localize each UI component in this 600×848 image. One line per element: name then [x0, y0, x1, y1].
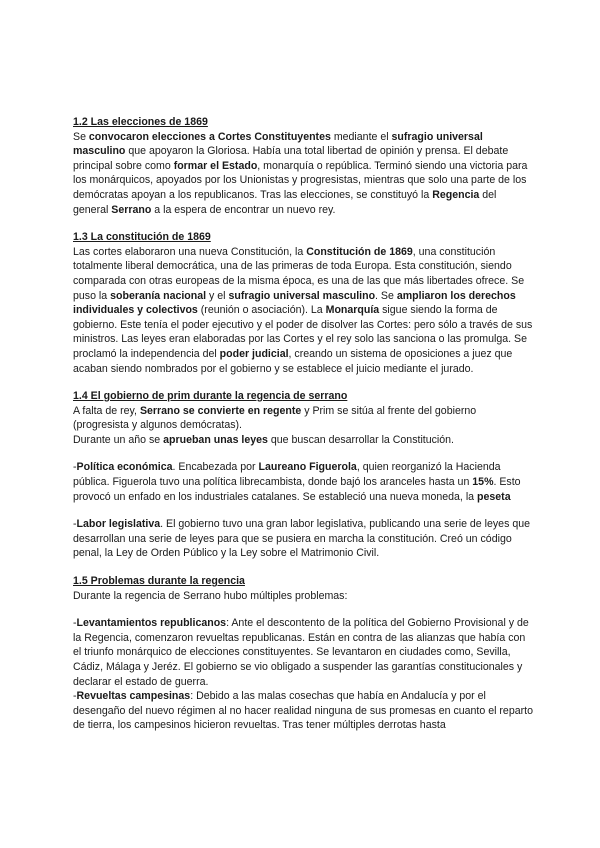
- section-heading: 1.4 El gobierno de prim durante la regencia de serrano: [73, 390, 348, 403]
- paragraph: A falta de rey, Serrano se convierte en regente y Prim se sitúa al frente del gobierno (progresista y algunos demócratas).: [73, 404, 477, 432]
- bold-text: poder judicial: [219, 347, 289, 360]
- section-heading: 1.5 Problemas durante la regencia: [73, 575, 245, 588]
- section-heading: 1.3 La constitución de 1869: [73, 231, 211, 244]
- bold-text: sufragio universal masculino: [228, 289, 376, 302]
- paragraph: Las cortes elaboraron una nueva Constitución, la Constitución de 1869, una constitución totalmente liberal democrática, una de las primeras de toda Europa. Esta constitución, siendo comparada con otras europeas de la misma época, es una de las que más libertades ofrece. Se puso la soberanía nacional y el sufragio universal masculino. Se ampliaron los derechos individuales y colectivos (reunión o asociación). La Monarquía sigue siendo la forma de gobierno. Este tenía el poder ejecutivo y el poder de disolver las Cortes: pero sólo a través de sus ministros. Las leyes eran elaboradas por las Cortes y el rey solo las sanciona o las promulga. Se proclamó la independencia del poder judicial, creando un sistema de oposiciones a juez que acaban siendo nombrados por el gobierno y se establece el juicio mediante el jurado.: [73, 245, 533, 375]
- bold-text: Política económica: [76, 461, 173, 474]
- bold-text: ampliaron los derechos individuales y colectivos: [73, 289, 516, 317]
- bold-text: Serrano se convierte en regente: [139, 404, 302, 417]
- paragraph-politica-economica: -Política económica. Encabezada por Laureano Figuerola, quien reorganizó la Hacienda pública. Figuerola tuvo una política librecambista, donde bajó los aranceles hasta un 15%. Esto provocó un enfado en los industriales catalanes. Se estableció una nueva moneda, la peseta: [73, 461, 521, 503]
- paragraph: Durante un año se aprueban unas leyes que buscan desarrollar la Constitución.: [73, 433, 455, 446]
- paragraph-labor-legislativa: -Labor legislativa. El gobierno tuvo una gran labor legislativa, publicando una serie de leyes que desarrollan una serie de leyes para que se pusiera en marcha la constitución. Creó un código penal, la Ley de Orden Público y la Ley sobre el Matrimonio Civil.: [73, 518, 530, 560]
- bold-text: Constitución de 1869: [306, 245, 413, 258]
- bold-text: Serrano: [111, 203, 152, 216]
- section-heading: 1.2 Las elecciones de 1869: [73, 116, 208, 128]
- bold-text: aprueban unas leyes: [163, 433, 268, 446]
- bold-text: peseta: [477, 490, 511, 503]
- bold-text: 15%: [472, 476, 494, 489]
- bold-text: formar el Estado: [173, 159, 258, 172]
- paragraph: Se convocaron elecciones a Cortes Constituyentes mediante el sufragio universal masculino que apoyaron la Gloriosa. Había una total libertad de opinión y prensa. El debate principal sobre como formar el Estado, monarquía o república. Terminó siendo una victoria para los monárquicos, apoyados por los Unionistas y progresistas, mientras que solo una parte de los demócratas apoyan a los republicanos. Tras las elecciones, se constituyó la Regencia del general Serrano a la espera de encontrar un nuevo rey.: [73, 130, 528, 216]
- bold-text: Monarquía: [325, 304, 380, 317]
- paragraph: Durante la regencia de Serrano hubo múltiples problemas:: [73, 589, 348, 602]
- bold-text: Labor legislativa: [76, 518, 161, 531]
- bold-text: soberanía nacional: [110, 289, 207, 302]
- bold-text: Levantamientos republicanos: [76, 617, 227, 630]
- bold-text: sufragio universal masculino: [73, 130, 483, 158]
- section-elecciones-1869: [73, 115, 533, 217]
- section-problemas-regencia: [73, 574, 533, 733]
- bold-text: Regencia: [432, 188, 480, 201]
- bold-text: Laureano Figuerola: [258, 461, 357, 474]
- section-gobierno-prim: [73, 389, 533, 561]
- paragraph-levantamientos: -Levantamientos republicanos: Ante el descontento de la política del Gobierno Provisional y de la Regencia, comenzaron revueltas republicanas. Están en contra de las alianzas que había con el triunfo monárquico de elecciones constituyentes. Se levantaron en ciudades como, Sevilla, Cádiz, Málaga y Jeréz. El gobierno se vio obligado a suspender las garantías constitucionales y declarar el estado de guerra.: [73, 617, 529, 688]
- paragraph-revueltas: -Revueltas campesinas: Debido a las malas cosechas que había en Andalucía y por el desengaño del nuevo régimen al no hacer realidad ninguna de sus promesas en cuanto el reparto de tierra, los campesinos hicieron revueltas. Tras tener múltiples derrotas hasta: [73, 690, 533, 732]
- bold-text: Revueltas campesinas: [76, 690, 191, 703]
- section-constitucion-1869: [73, 230, 533, 376]
- bold-text: convocaron elecciones a Cortes Constituyentes: [88, 130, 331, 143]
- document-page: [73, 115, 533, 746]
